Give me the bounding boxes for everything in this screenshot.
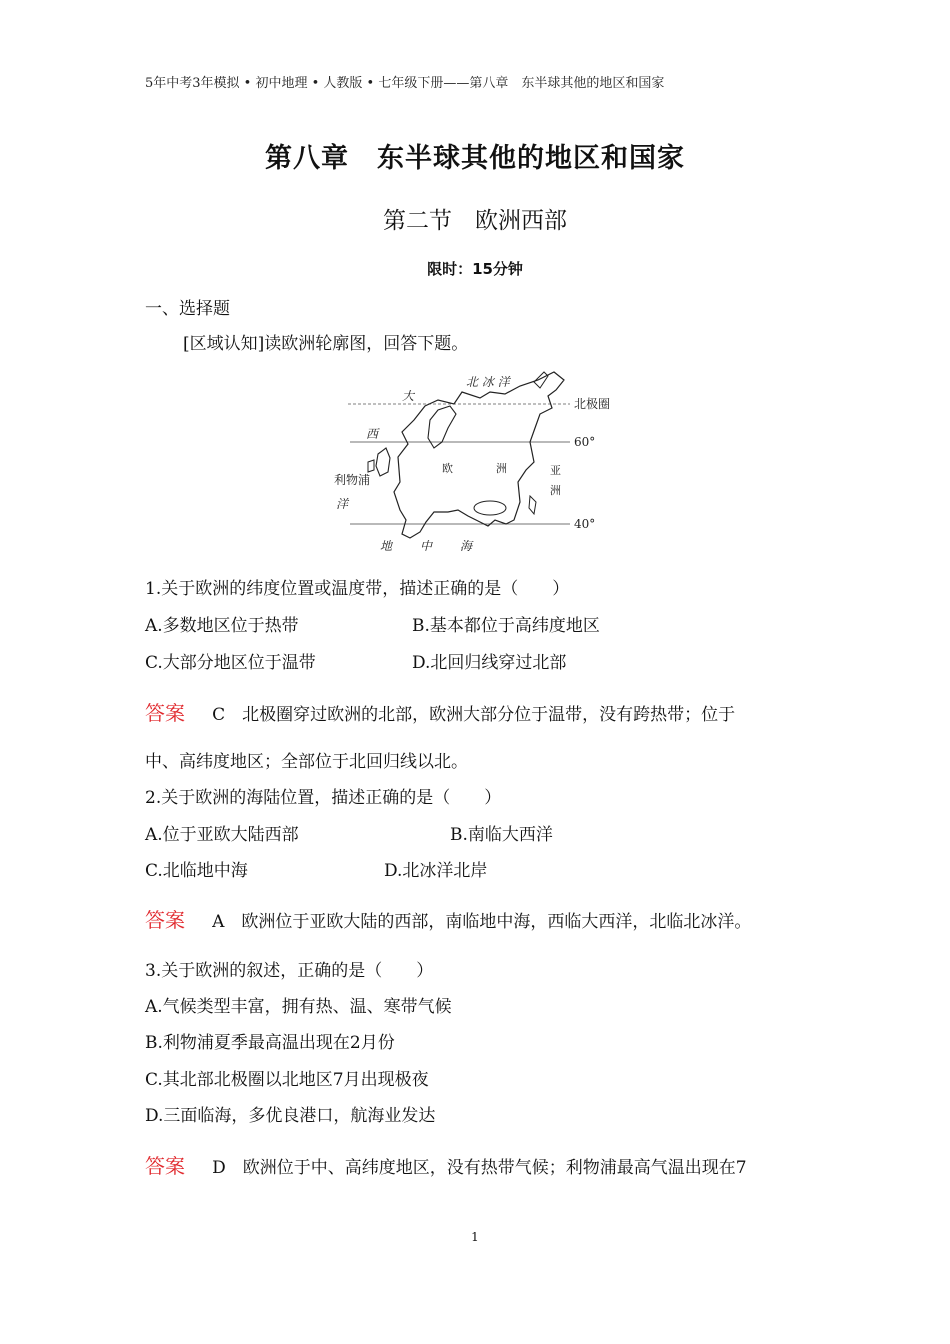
chapter-title: 第八章 东半球其他的地区和国家 — [265, 143, 685, 174]
label-europe-2: 洲 — [496, 462, 507, 475]
label-asia-1: 亚 — [550, 464, 561, 477]
q1-option-d: D.北回归线穿过北部 — [412, 653, 567, 673]
q1-stem: 1.关于欧洲的纬度位置或温度带，描述正确的是（ ） — [145, 579, 570, 599]
label-arctic-ocean: 北 冰 洋 — [466, 375, 510, 389]
label-lat-40: 40° — [574, 517, 596, 531]
page-number: 1 — [471, 1230, 479, 1244]
label-med-1: 地 — [380, 539, 393, 553]
time-limit: 限时：15分钟 — [427, 260, 523, 278]
novaya-zemlya-outline — [534, 372, 548, 388]
europe-map — [330, 362, 630, 554]
q1-option-b: B.基本都位于高纬度地区 — [412, 616, 600, 636]
q1-answer — [145, 697, 735, 726]
q3-option-d: D.三面临海，多优良港口，航海业发达 — [145, 1106, 436, 1126]
q2-option-b: B.南临大西洋 — [450, 825, 553, 845]
intro-text: [区域认知]读欧洲轮廓图，回答下题。 — [183, 334, 469, 354]
q3-answer — [145, 1150, 747, 1179]
q1-answer-text: C 北极圈穿过欧洲的北部，欧洲大部分位于温带，没有跨热带；位于 — [212, 705, 736, 725]
q2-option-a: A.位于亚欧大陆西部 — [145, 825, 299, 845]
q3-option-c: C.其北部北极圈以北地区7月出现极夜 — [145, 1070, 429, 1090]
label-arctic-circle: 北极圈 — [574, 397, 611, 411]
label-med-2: 中 — [420, 539, 433, 553]
label-europe-1: 欧 — [442, 462, 453, 475]
section-title: 第二节 欧洲西部 — [383, 208, 567, 234]
label-xi: 西 — [366, 427, 379, 441]
q2-answer — [145, 904, 751, 933]
britain-outline — [376, 448, 390, 476]
answer-label: 答案 — [145, 1154, 185, 1178]
label-lat-60: 60° — [574, 435, 596, 449]
label-yang: 洋 — [336, 497, 349, 511]
answer-label: 答案 — [145, 908, 185, 932]
q3-option-a: A.气候类型丰富，拥有热、温、寒带气候 — [145, 997, 452, 1017]
q3-option-b: B.利物浦夏季最高温出现在2月份 — [145, 1033, 395, 1053]
label-med-3: 海 — [460, 539, 473, 553]
q1-answer-cont: 中、高纬度地区；全部位于北回归线以北。 — [145, 752, 468, 772]
q3-answer-text: D 欧洲位于中、高纬度地区，没有热带气候；利物浦最高气温出现在7 — [212, 1158, 747, 1178]
label-asia-2: 洲 — [550, 484, 561, 497]
part-title: 一、选择题 — [145, 299, 230, 319]
label-da: 大 — [402, 389, 415, 403]
black-sea-outline — [474, 501, 506, 515]
q2-option-d: D.北冰洋北岸 — [384, 861, 488, 881]
page-header: 5年中考3年模拟 • 初中地理 • 人教版 • 七年级下册——第八章 东半球其他的地区和国家 — [145, 76, 665, 91]
label-liwupu: 利物浦 — [334, 473, 371, 487]
ireland-outline — [368, 460, 374, 472]
q1-option-c: C.大部分地区位于温带 — [145, 653, 316, 673]
q3-stem: 3.关于欧洲的叙述，正确的是（ ） — [145, 961, 434, 981]
q1-option-a: A.多数地区位于热带 — [145, 616, 299, 636]
q2-option-c: C.北临地中海 — [145, 861, 248, 881]
q2-stem: 2.关于欧洲的海陆位置，描述正确的是（ ） — [145, 788, 502, 808]
answer-label: 答案 — [145, 701, 185, 725]
caspian-outline — [529, 496, 536, 514]
q2-answer-text: A 欧洲位于亚欧大陆的西部，南临地中海，西临大西洋，北临北冰洋。 — [212, 912, 752, 932]
